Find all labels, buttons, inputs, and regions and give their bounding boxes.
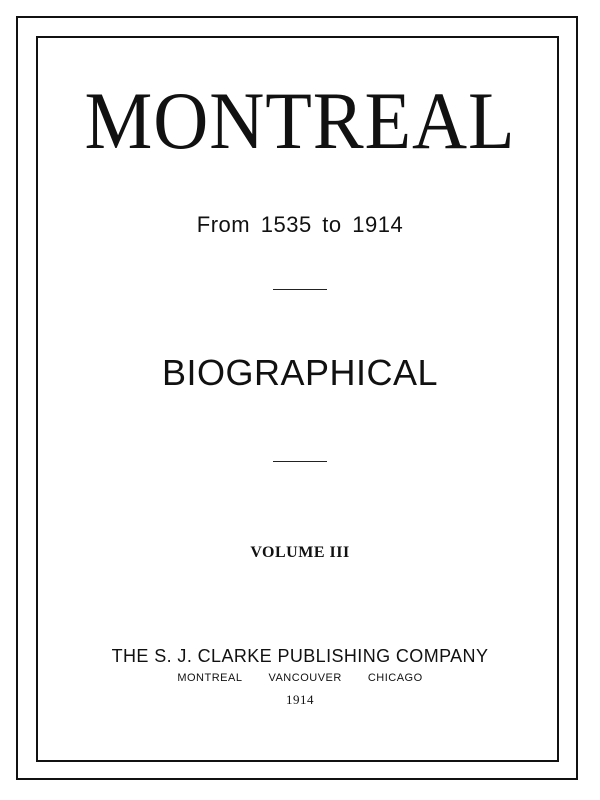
city-chicago: CHICAGO [367,672,423,684]
publication-year: 1914 [286,692,314,707]
date-range: From 1535 to 1914 [196,212,404,237]
publisher-cities [0,672,600,684]
divider-rule-bottom [273,461,327,462]
volume-label: VOLUME III [250,544,350,561]
city-vancouver: VANCOUVER [268,672,342,684]
book-title: MONTREAL [84,75,516,166]
publisher-name: THE S. J. CLARKE PUBLISHING COMPANY [111,646,489,666]
city-montreal: MONTREAL [177,672,243,684]
divider-rule-top [273,289,327,290]
book-subtitle: BIOGRAPHICAL [161,352,439,393]
